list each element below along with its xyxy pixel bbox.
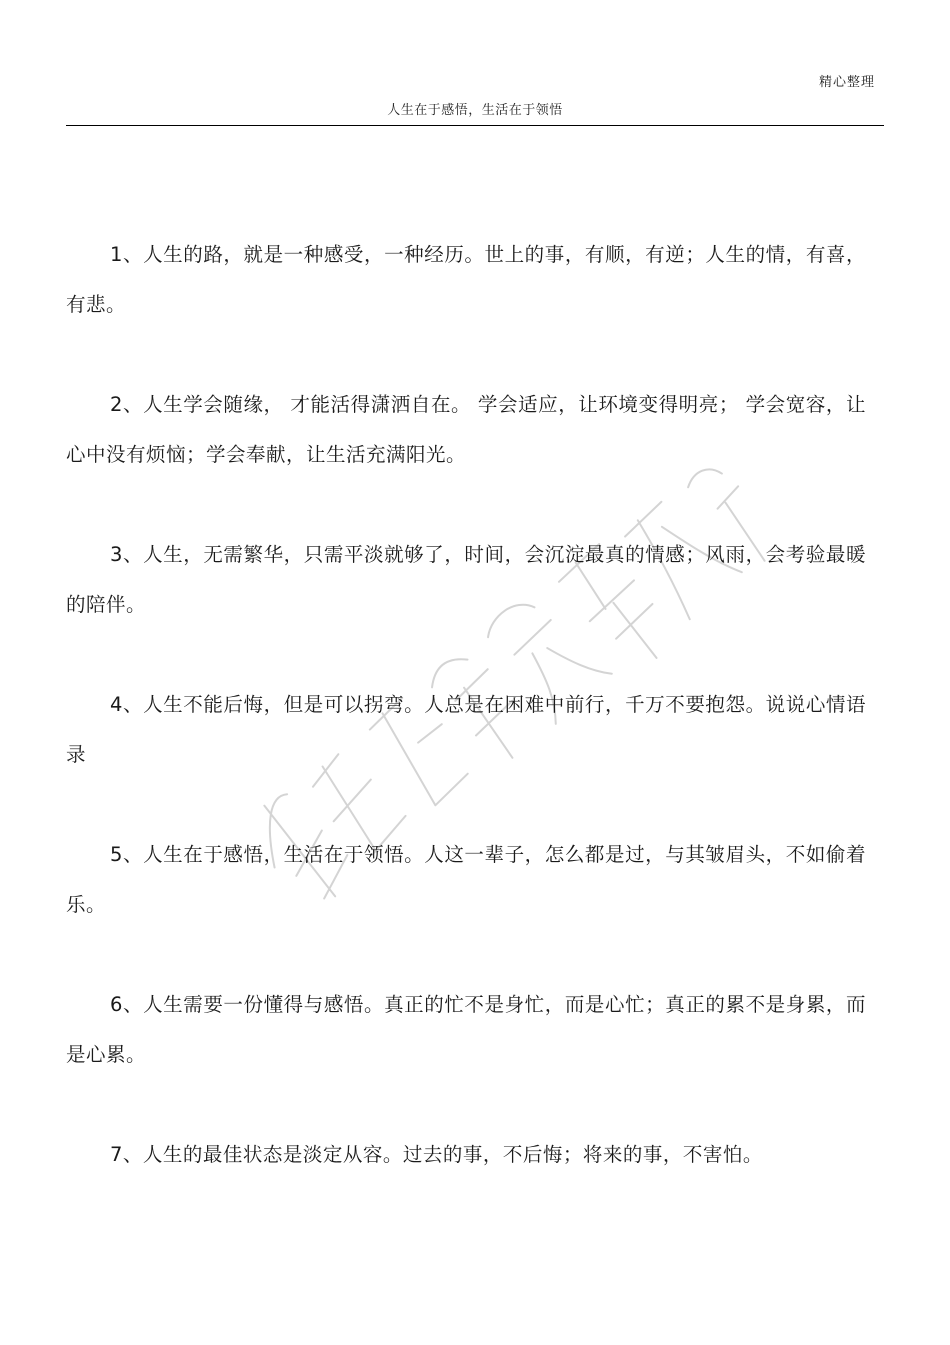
article-body bbox=[66, 230, 866, 1230]
paragraph-6: 6、人生需要一份懂得与感悟。真正的忙不是身忙，而是心忙；真正的累不是身累，而是心累。 bbox=[66, 993, 866, 1066]
running-header-title: 人生在于感悟，生活在于领悟 bbox=[387, 103, 563, 118]
paragraph-7: 7、人生的最佳状态是淡定从容。过去的事，不后悔；将来的事，不害怕。 bbox=[110, 1143, 763, 1166]
header-divider bbox=[66, 125, 884, 126]
paragraph-3: 3、人生，无需繁华，只需平淡就够了，时间，会沉淀最真的情感；风雨，会考验最暖的陪伴。 bbox=[66, 543, 866, 616]
paragraph-4: 4、人生不能后悔，但是可以拐弯。人总是在困难中前行，千万不要抱怨。说说心情语录 bbox=[66, 693, 866, 766]
paragraph-5: 5、人生在于感悟，生活在于领悟。人这一辈子，怎么都是过，与其皱眉头，不如偷着乐。 bbox=[66, 843, 866, 916]
paragraph-2: 2、人生学会随缘， 才能活得潇洒自在。 学会适应，让环境变得明亮； 学会宽容，让心中没有烦恼；学会奉献，让生活充满阳光。 bbox=[66, 393, 866, 466]
paragraph-1: 1、人生的路，就是一种感受，一种经历。世上的事，有顺，有逆；人生的情，有喜，有悲。 bbox=[66, 243, 866, 316]
corner-note: 精心整理 bbox=[818, 75, 875, 90]
